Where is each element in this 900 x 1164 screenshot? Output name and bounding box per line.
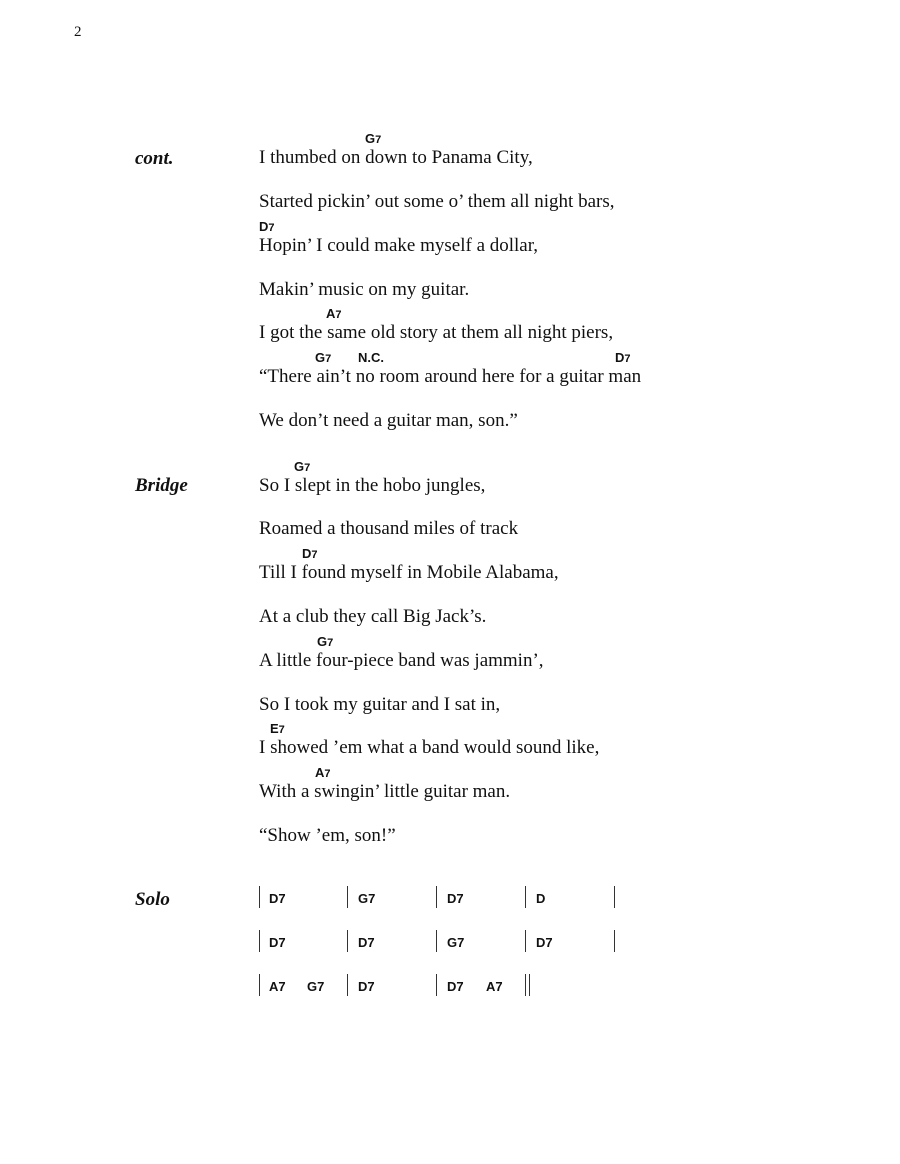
lyric-line: Started pickin’ out some o’ them all night bars, [259,191,615,212]
lyric-line: Roamed a thousand miles of track [259,518,519,539]
barline [347,930,348,952]
chord-symbol: D7 [259,219,275,234]
section-label-solo: Solo [135,889,170,910]
lyric-line: So I slept in the hobo jungles, [259,475,486,496]
lyric-line: Makin’ music on my guitar. [259,279,470,300]
solo-chord: D7 [358,979,375,994]
chord-symbol: A7 [315,765,331,780]
solo-chord: D7 [447,979,464,994]
solo-chord: D7 [536,935,553,950]
lyric-line: Hopin’ I could make myself a dollar, [259,235,539,256]
lyric-line: “Show ’em, son!” [259,825,396,846]
solo-chord: D7 [269,935,286,950]
final-double-barline [525,974,526,996]
barline [347,974,348,996]
page-number: 2 [74,24,82,40]
solo-chord: G7 [307,979,325,994]
chord-symbol: G7 [317,634,334,649]
chord-symbol: E7 [270,721,285,736]
chord-symbol: A7 [326,306,342,321]
lyric-line: I thumbed on down to Panama City, [259,147,533,168]
chord-symbol: G7 [315,350,332,365]
barline [614,930,615,952]
lyric-line: A little four-piece band was jammin’, [259,650,544,671]
chord-symbol: D7 [302,546,318,561]
barline [259,974,260,996]
lyric-line: Till I found myself in Mobile Alabama, [259,562,559,583]
lyric-line: We don’t need a guitar man, son.” [259,410,518,431]
barline [259,930,260,952]
section-label-bridge: Bridge [135,475,188,496]
lyric-line: With a swingin’ little guitar man. [259,781,511,802]
lyric-line: I showed ’em what a band would sound like, [259,737,600,758]
barline [436,930,437,952]
solo-chord: A7 [269,979,286,994]
barline [347,886,348,908]
chord-symbol: D7 [615,350,631,365]
barline [614,886,615,908]
solo-chord: D7 [447,891,464,906]
barline [525,886,526,908]
final-double-barline [529,974,530,996]
solo-chord: D7 [269,891,286,906]
barline [525,930,526,952]
barline [436,886,437,908]
lyric-line: I got the same old story at them all night piers, [259,322,614,343]
solo-chord: D7 [358,935,375,950]
chord-symbol: G7 [294,459,311,474]
lyric-line: So I took my guitar and I sat in, [259,694,501,715]
solo-chord: G7 [447,935,465,950]
barline [259,886,260,908]
solo-chord: D [536,891,546,906]
lyric-line: “There ain’t no room around here for a guitar man [259,366,642,387]
solo-chord: G7 [358,891,376,906]
chord-symbol-nc: N.C. [358,350,384,365]
chord-symbol: G7 [365,131,382,146]
barline [436,974,437,996]
lyric-line: At a club they call Big Jack’s. [259,606,487,627]
section-label-cont: cont. [135,148,174,169]
solo-chord: A7 [486,979,503,994]
